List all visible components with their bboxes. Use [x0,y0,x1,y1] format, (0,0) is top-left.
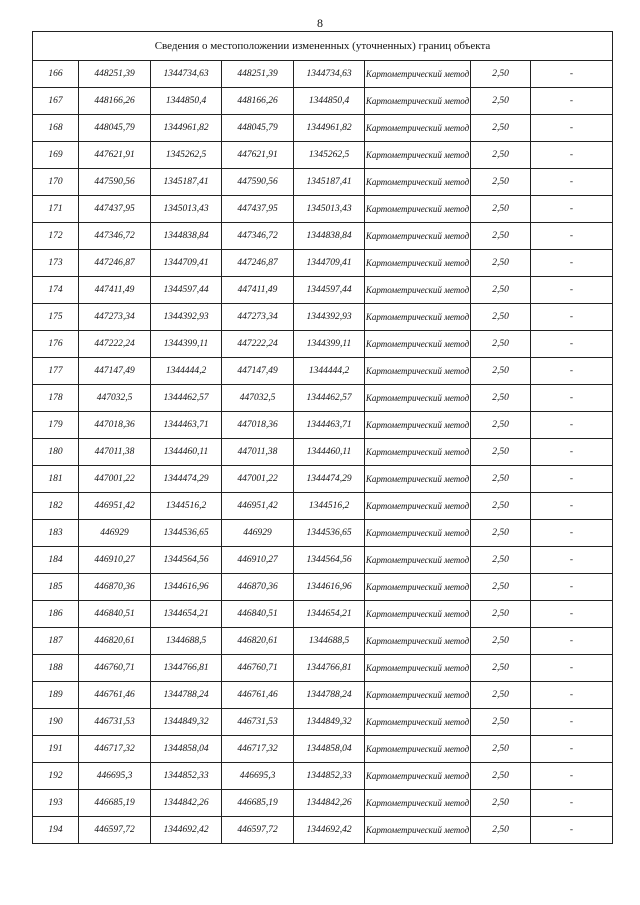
point-number-cell: 167 [33,88,79,115]
existing-x-cell: 447273,34 [79,304,151,331]
method-cell: Картометрический метод [365,520,471,547]
new-x-cell: 447147,49 [222,358,294,385]
description-cell: - [531,763,613,790]
point-number-cell: 185 [33,574,79,601]
existing-x-cell: 447147,49 [79,358,151,385]
new-y-cell: 1344536,65 [294,520,365,547]
description-cell: - [531,304,613,331]
new-y-cell: 1345013,43 [294,196,365,223]
table-row [33,439,613,466]
new-x-cell: 446731,53 [222,709,294,736]
method-cell: Картометрический метод [365,439,471,466]
existing-y-cell: 1344462,57 [151,385,222,412]
accuracy-cell: 2,50 [471,763,531,790]
method-cell: Картометрический метод [365,574,471,601]
point-number-cell: 192 [33,763,79,790]
new-x-cell: 448166,26 [222,88,294,115]
method-cell: Картометрический метод [365,655,471,682]
new-x-cell: 447437,95 [222,196,294,223]
method-cell: Картометрический метод [365,466,471,493]
existing-y-cell: 1344788,24 [151,682,222,709]
description-cell: - [531,223,613,250]
point-number-cell: 183 [33,520,79,547]
point-number-cell: 184 [33,547,79,574]
new-x-cell: 447011,38 [222,439,294,466]
existing-y-cell: 1344766,81 [151,655,222,682]
existing-y-cell: 1344852,33 [151,763,222,790]
existing-y-cell: 1344654,21 [151,601,222,628]
description-cell: - [531,358,613,385]
table-row [33,169,613,196]
point-number-cell: 191 [33,736,79,763]
table-row [33,88,613,115]
table-row [33,196,613,223]
new-y-cell: 1344852,33 [294,763,365,790]
description-cell: - [531,88,613,115]
method-cell: Картометрический метод [365,763,471,790]
existing-x-cell: 446597,72 [79,817,151,844]
method-cell: Картометрический метод [365,736,471,763]
new-x-cell: 447346,72 [222,223,294,250]
point-number-cell: 193 [33,790,79,817]
point-number-cell: 190 [33,709,79,736]
existing-x-cell: 446695,3 [79,763,151,790]
new-y-cell: 1344766,81 [294,655,365,682]
new-y-cell: 1344654,21 [294,601,365,628]
existing-y-cell: 1344838,84 [151,223,222,250]
existing-x-cell: 446685,19 [79,790,151,817]
description-cell: - [531,277,613,304]
method-cell: Картометрический метод [365,412,471,439]
table-row [33,250,613,277]
existing-x-cell: 448045,79 [79,115,151,142]
existing-y-cell: 1344709,41 [151,250,222,277]
new-x-cell: 446951,42 [222,493,294,520]
existing-y-cell: 1344961,82 [151,115,222,142]
point-number-cell: 188 [33,655,79,682]
boundary-table [32,31,613,844]
description-cell: - [531,520,613,547]
accuracy-cell: 2,50 [471,196,531,223]
new-x-cell: 446695,3 [222,763,294,790]
new-y-cell: 1345262,5 [294,142,365,169]
new-x-cell: 446929 [222,520,294,547]
method-cell: Картометрический метод [365,331,471,358]
description-cell: - [531,196,613,223]
accuracy-cell: 2,50 [471,817,531,844]
accuracy-cell: 2,50 [471,385,531,412]
description-cell: - [531,115,613,142]
existing-y-cell: 1344597,44 [151,277,222,304]
point-number-cell: 175 [33,304,79,331]
method-cell: Картометрический метод [365,196,471,223]
existing-y-cell: 1344692,42 [151,817,222,844]
table-row [33,223,613,250]
point-number-cell: 166 [33,61,79,88]
existing-x-cell: 446717,32 [79,736,151,763]
table-row [33,115,613,142]
description-cell: - [531,736,613,763]
description-cell: - [531,790,613,817]
existing-y-cell: 1344616,96 [151,574,222,601]
accuracy-cell: 2,50 [471,277,531,304]
existing-x-cell: 446731,53 [79,709,151,736]
accuracy-cell: 2,50 [471,304,531,331]
method-cell: Картометрический метод [365,88,471,115]
existing-y-cell: 1344460,11 [151,439,222,466]
new-x-cell: 446597,72 [222,817,294,844]
method-cell: Картометрический метод [365,250,471,277]
new-x-cell: 446717,32 [222,736,294,763]
new-x-cell: 447001,22 [222,466,294,493]
existing-y-cell: 1344399,11 [151,331,222,358]
new-y-cell: 1344688,5 [294,628,365,655]
accuracy-cell: 2,50 [471,682,531,709]
table-row [33,520,613,547]
accuracy-cell: 2,50 [471,115,531,142]
table-row [33,304,613,331]
new-y-cell: 1344709,41 [294,250,365,277]
method-cell: Картометрический метод [365,277,471,304]
new-y-cell: 1344734,63 [294,61,365,88]
accuracy-cell: 2,50 [471,655,531,682]
new-y-cell: 1344692,42 [294,817,365,844]
description-cell: - [531,493,613,520]
table-row [33,385,613,412]
existing-x-cell: 448166,26 [79,88,151,115]
existing-x-cell: 446840,51 [79,601,151,628]
method-cell: Картометрический метод [365,601,471,628]
accuracy-cell: 2,50 [471,331,531,358]
method-cell: Картометрический метод [365,709,471,736]
table-row [33,277,613,304]
new-y-cell: 1344399,11 [294,331,365,358]
existing-x-cell: 447437,95 [79,196,151,223]
description-cell: - [531,142,613,169]
accuracy-cell: 2,50 [471,358,531,385]
accuracy-cell: 2,50 [471,601,531,628]
existing-y-cell: 1344858,04 [151,736,222,763]
new-y-cell: 1344838,84 [294,223,365,250]
description-cell: - [531,169,613,196]
point-number-cell: 170 [33,169,79,196]
new-x-cell: 447590,56 [222,169,294,196]
table-row [33,574,613,601]
point-number-cell: 194 [33,817,79,844]
table-title-row [33,32,613,61]
description-cell: - [531,574,613,601]
description-cell: - [531,601,613,628]
accuracy-cell: 2,50 [471,466,531,493]
point-number-cell: 173 [33,250,79,277]
table-row [33,790,613,817]
new-x-cell: 446840,51 [222,601,294,628]
existing-x-cell: 447001,22 [79,466,151,493]
new-x-cell: 448045,79 [222,115,294,142]
new-x-cell: 447032,5 [222,385,294,412]
new-x-cell: 447273,34 [222,304,294,331]
point-number-cell: 176 [33,331,79,358]
accuracy-cell: 2,50 [471,520,531,547]
method-cell: Картометрический метод [365,682,471,709]
existing-y-cell: 1344392,93 [151,304,222,331]
existing-y-cell: 1345262,5 [151,142,222,169]
new-y-cell: 1344474,29 [294,466,365,493]
new-x-cell: 447411,49 [222,277,294,304]
existing-y-cell: 1344850,4 [151,88,222,115]
existing-y-cell: 1344444,2 [151,358,222,385]
existing-y-cell: 1344516,2 [151,493,222,520]
new-y-cell: 1344392,93 [294,304,365,331]
description-cell: - [531,709,613,736]
new-y-cell: 1344564,56 [294,547,365,574]
existing-y-cell: 1344688,5 [151,628,222,655]
existing-y-cell: 1345013,43 [151,196,222,223]
existing-x-cell: 448251,39 [79,61,151,88]
point-number-cell: 171 [33,196,79,223]
description-cell: - [531,817,613,844]
table-row [33,682,613,709]
point-number-cell: 169 [33,142,79,169]
existing-y-cell: 1344564,56 [151,547,222,574]
description-cell: - [531,439,613,466]
existing-x-cell: 446820,61 [79,628,151,655]
new-y-cell: 1344516,2 [294,493,365,520]
new-y-cell: 1344842,26 [294,790,365,817]
table-row [33,655,613,682]
existing-x-cell: 447411,49 [79,277,151,304]
accuracy-cell: 2,50 [471,439,531,466]
method-cell: Картометрический метод [365,817,471,844]
new-y-cell: 1344597,44 [294,277,365,304]
point-number-cell: 187 [33,628,79,655]
description-cell: - [531,466,613,493]
existing-y-cell: 1344536,65 [151,520,222,547]
existing-x-cell: 446951,42 [79,493,151,520]
table-row [33,61,613,88]
existing-x-cell: 446929 [79,520,151,547]
method-cell: Картометрический метод [365,61,471,88]
table-row [33,331,613,358]
new-y-cell: 1344961,82 [294,115,365,142]
description-cell: - [531,385,613,412]
new-x-cell: 446685,19 [222,790,294,817]
new-x-cell: 446760,71 [222,655,294,682]
accuracy-cell: 2,50 [471,61,531,88]
point-number-cell: 189 [33,682,79,709]
new-y-cell: 1344463,71 [294,412,365,439]
accuracy-cell: 2,50 [471,88,531,115]
table-row [33,547,613,574]
accuracy-cell: 2,50 [471,790,531,817]
new-y-cell: 1344616,96 [294,574,365,601]
accuracy-cell: 2,50 [471,736,531,763]
table-title: Сведения о местоположении измененных (уточненных) границ объекта [33,32,613,61]
description-cell: - [531,250,613,277]
new-x-cell: 447621,91 [222,142,294,169]
method-cell: Картометрический метод [365,142,471,169]
existing-y-cell: 1344842,26 [151,790,222,817]
method-cell: Картометрический метод [365,493,471,520]
table-row [33,493,613,520]
accuracy-cell: 2,50 [471,493,531,520]
accuracy-cell: 2,50 [471,169,531,196]
method-cell: Картометрический метод [365,385,471,412]
method-cell: Картометрический метод [365,547,471,574]
point-number-cell: 178 [33,385,79,412]
point-number-cell: 179 [33,412,79,439]
accuracy-cell: 2,50 [471,142,531,169]
point-number-cell: 174 [33,277,79,304]
table-row [33,736,613,763]
description-cell: - [531,412,613,439]
existing-x-cell: 447621,91 [79,142,151,169]
table-row [33,628,613,655]
table-row [33,817,613,844]
new-x-cell: 447246,87 [222,250,294,277]
new-x-cell: 446820,61 [222,628,294,655]
method-cell: Картометрический метод [365,223,471,250]
new-y-cell: 1344460,11 [294,439,365,466]
description-cell: - [531,628,613,655]
new-x-cell: 446870,36 [222,574,294,601]
new-y-cell: 1344444,2 [294,358,365,385]
accuracy-cell: 2,50 [471,412,531,439]
method-cell: Картометрический метод [365,790,471,817]
accuracy-cell: 2,50 [471,574,531,601]
description-cell: - [531,331,613,358]
new-x-cell: 446761,46 [222,682,294,709]
existing-x-cell: 447222,24 [79,331,151,358]
description-cell: - [531,655,613,682]
description-cell: - [531,682,613,709]
table-row [33,142,613,169]
point-number-cell: 181 [33,466,79,493]
existing-x-cell: 447032,5 [79,385,151,412]
point-number-cell: 186 [33,601,79,628]
table-row [33,358,613,385]
point-number-cell: 177 [33,358,79,385]
point-number-cell: 172 [33,223,79,250]
method-cell: Картометрический метод [365,628,471,655]
new-x-cell: 446910,27 [222,547,294,574]
method-cell: Картометрический метод [365,169,471,196]
table-row [33,601,613,628]
existing-y-cell: 1344463,71 [151,412,222,439]
existing-x-cell: 446760,71 [79,655,151,682]
accuracy-cell: 2,50 [471,223,531,250]
point-number-cell: 180 [33,439,79,466]
new-y-cell: 1344858,04 [294,736,365,763]
point-number-cell: 168 [33,115,79,142]
table-row [33,763,613,790]
new-y-cell: 1344788,24 [294,682,365,709]
existing-y-cell: 1344474,29 [151,466,222,493]
table-row [33,709,613,736]
accuracy-cell: 2,50 [471,628,531,655]
existing-x-cell: 447011,38 [79,439,151,466]
new-x-cell: 447018,36 [222,412,294,439]
point-number-cell: 182 [33,493,79,520]
existing-x-cell: 446870,36 [79,574,151,601]
existing-x-cell: 446761,46 [79,682,151,709]
existing-x-cell: 447346,72 [79,223,151,250]
new-x-cell: 448251,39 [222,61,294,88]
new-x-cell: 447222,24 [222,331,294,358]
existing-y-cell: 1345187,41 [151,169,222,196]
new-y-cell: 1344850,4 [294,88,365,115]
table-row [33,412,613,439]
method-cell: Картометрический метод [365,358,471,385]
table-row [33,466,613,493]
existing-y-cell: 1344734,63 [151,61,222,88]
existing-y-cell: 1344849,32 [151,709,222,736]
existing-x-cell: 446910,27 [79,547,151,574]
new-y-cell: 1345187,41 [294,169,365,196]
page-number: 8 [317,16,323,30]
description-cell: - [531,547,613,574]
new-y-cell: 1344849,32 [294,709,365,736]
accuracy-cell: 2,50 [471,250,531,277]
method-cell: Картометрический метод [365,304,471,331]
description-cell: - [531,61,613,88]
accuracy-cell: 2,50 [471,547,531,574]
existing-x-cell: 447246,87 [79,250,151,277]
existing-x-cell: 447018,36 [79,412,151,439]
accuracy-cell: 2,50 [471,709,531,736]
existing-x-cell: 447590,56 [79,169,151,196]
new-y-cell: 1344462,57 [294,385,365,412]
method-cell: Картометрический метод [365,115,471,142]
